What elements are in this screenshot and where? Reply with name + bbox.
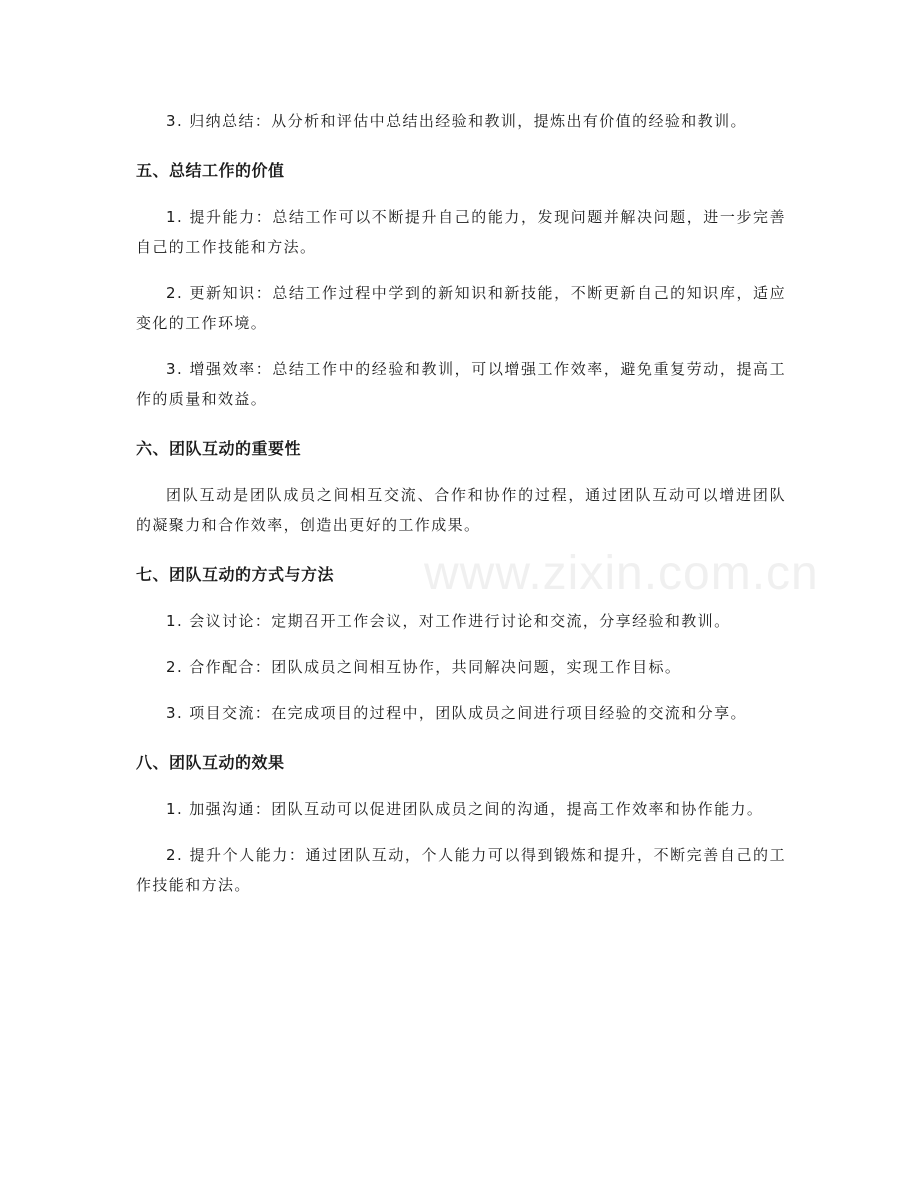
section-heading-8: 八、团队互动的效果 [136,753,285,772]
paragraph-strengthen-communication: 1. 加强沟通：团队互动可以促进团队成员之间的沟通，提高工作效率和协作能力。 [166,800,764,818]
section-heading-5: 五、总结工作的价值 [136,161,285,180]
paragraph-improve-ability: 1. 提升能力：总结工作可以不断提升自己的能力，发现问题并解决问题，进一步完善自己的工作技能和方法。 [136,208,786,256]
paragraph-project-exchange: 3. 项目交流：在完成项目的过程中，团队成员之间进行项目经验的交流和分享。 [166,704,747,722]
paragraph-team-interaction-importance: 团队互动是团队成员之间相互交流、合作和协作的过程，通过团队互动可以增进团队的凝聚力和合作效率，创造出更好的工作成果。 [136,486,786,534]
watermark-text: www.zixin.com.cn [424,547,819,600]
section-heading-6: 六、团队互动的重要性 [136,439,302,458]
paragraph-enhance-efficiency: 3. 增强效率：总结工作中的经验和教训，可以增强工作效率，避免重复劳动，提高工作的质量和效益。 [136,360,786,408]
paragraph-meeting-discussion: 1. 会议讨论：定期召开工作会议，对工作进行讨论和交流，分享经验和教训。 [166,612,731,630]
document-body [136,106,786,916]
paragraph-personal-ability: 2. 提升个人能力：通过团队互动，个人能力可以得到锻炼和提升，不断完善自己的工作技能和方法。 [136,846,786,894]
paragraph-cooperation: 2. 合作配合：团队成员之间相互协作，共同解决问题，实现工作目标。 [166,658,682,676]
paragraph-update-knowledge: 2. 更新知识：总结工作过程中学到的新知识和新技能，不断更新自己的知识库，适应变化的工作环境。 [136,284,786,332]
paragraph-summary-induction: 3. 归纳总结：从分析和评估中总结出经验和教训，提炼出有价值的经验和教训。 [166,112,747,130]
section-heading-7: 七、团队互动的方式与方法 [136,565,335,584]
